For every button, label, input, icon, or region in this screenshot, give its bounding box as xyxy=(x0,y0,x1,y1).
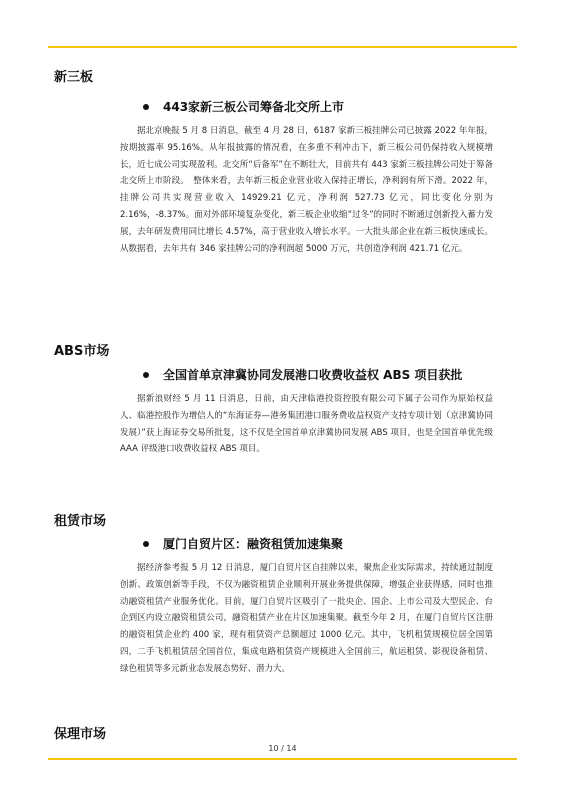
news-item-title xyxy=(143,98,344,115)
news-item-title-text: 厦门自贸片区：融资租赁加速集聚 xyxy=(163,537,344,551)
news-item-paragraph: 据北京晚报 5 月 8 日消息，截至 4 月 28 日，6187 家新三板挂牌公司已披露 2022 年年报，按期披露率 95.16%。从年报披露的情况看，在多重不利冲击下，新三板公司仍保持收入规模增长，近七成公司实现盈利。北交所“后备军”在不断壮大，目前共有 443 家新三板挂牌公司处于筹备北交所上市阶段。 整体来看，去年新三板企业营业收入保持正增长，净利润有所下滑。2022 年，挂牌公司共实现营业收入 14929.21 亿元，净利润 527.73 亿元，同比变化分别为 2.16%，-8.37%。面对外部环境复杂变化，新三板企业收缩“过冬”的同时不断通过创新投入蓄力发展，去年研发费用同比增长 4.57%，高于营业收入增长水平。一大批头部企业在新三板快速成长。从数据看，去年共有 346 家挂牌公司的净利润超 5000 万元，共创造净利润 421.71 亿元。 xyxy=(120,126,493,254)
news-item-title xyxy=(143,366,462,383)
news-item-paragraph: 据经济参考报 5 月 12 日消息，厦门自贸片区自挂牌以来，聚焦企业实际需求，持续通过制度创新、政策创新等手段，不仅为融资租赁企业顺利开展业务提供保障，增强企业获得感，同时也推动融资租赁产业服务优化。目前，厦门自贸片区吸引了一批央企、国企、上市公司及大型民企、台企到区内设立融资租赁公司，融资租赁产业在片区加速集聚。截至今年 2 月，在厦门自贸片区注册的融资租赁企业约 400 家，现有租赁资产总额超过 1000 亿元。其中，飞机租赁规模位居全国第四，二手飞机租赁居全国首位，集成电路租赁资产规模进入全国前三，航运租赁、影视设备租赁、绿色租赁等多元新业态发展态势好、潜力大。 xyxy=(120,563,493,674)
bullet-icon xyxy=(143,104,149,110)
bullet-icon xyxy=(143,541,149,547)
footer-rule xyxy=(48,758,517,760)
news-item-paragraph: 据新浪财经 5 月 11 日消息，日前，由天津临港投资控股有限公司下属子公司作为原始权益人、临港控股作为增信人的“东海证券—港务集团港口服务费收益权资产支持专项计划（京津冀协同发展）”获上海证券交易所批复，这不仅是全国首单京津冀协同发展 ABS 项目，也是全国首单优先级 AAA 评级港口收费收益权 ABS 项目。 xyxy=(120,394,493,455)
news-item-title xyxy=(143,535,343,552)
news-item-title-text: 全国首单京津冀协同发展港口收费收益权 ABS 项目获批 xyxy=(163,368,463,382)
section-heading-leasing: 租赁市场 xyxy=(54,514,107,529)
header-rule xyxy=(48,46,517,48)
section-heading-neeq: 新三板 xyxy=(54,70,94,85)
section-heading-abs: ABS市场 xyxy=(54,344,110,359)
section-heading-factoring: 保理市场 xyxy=(54,727,107,742)
bullet-icon xyxy=(143,372,149,378)
news-item-title-text: 443家新三板公司筹备北交所上市 xyxy=(163,100,345,114)
page-number: 10 / 14 xyxy=(268,744,297,753)
